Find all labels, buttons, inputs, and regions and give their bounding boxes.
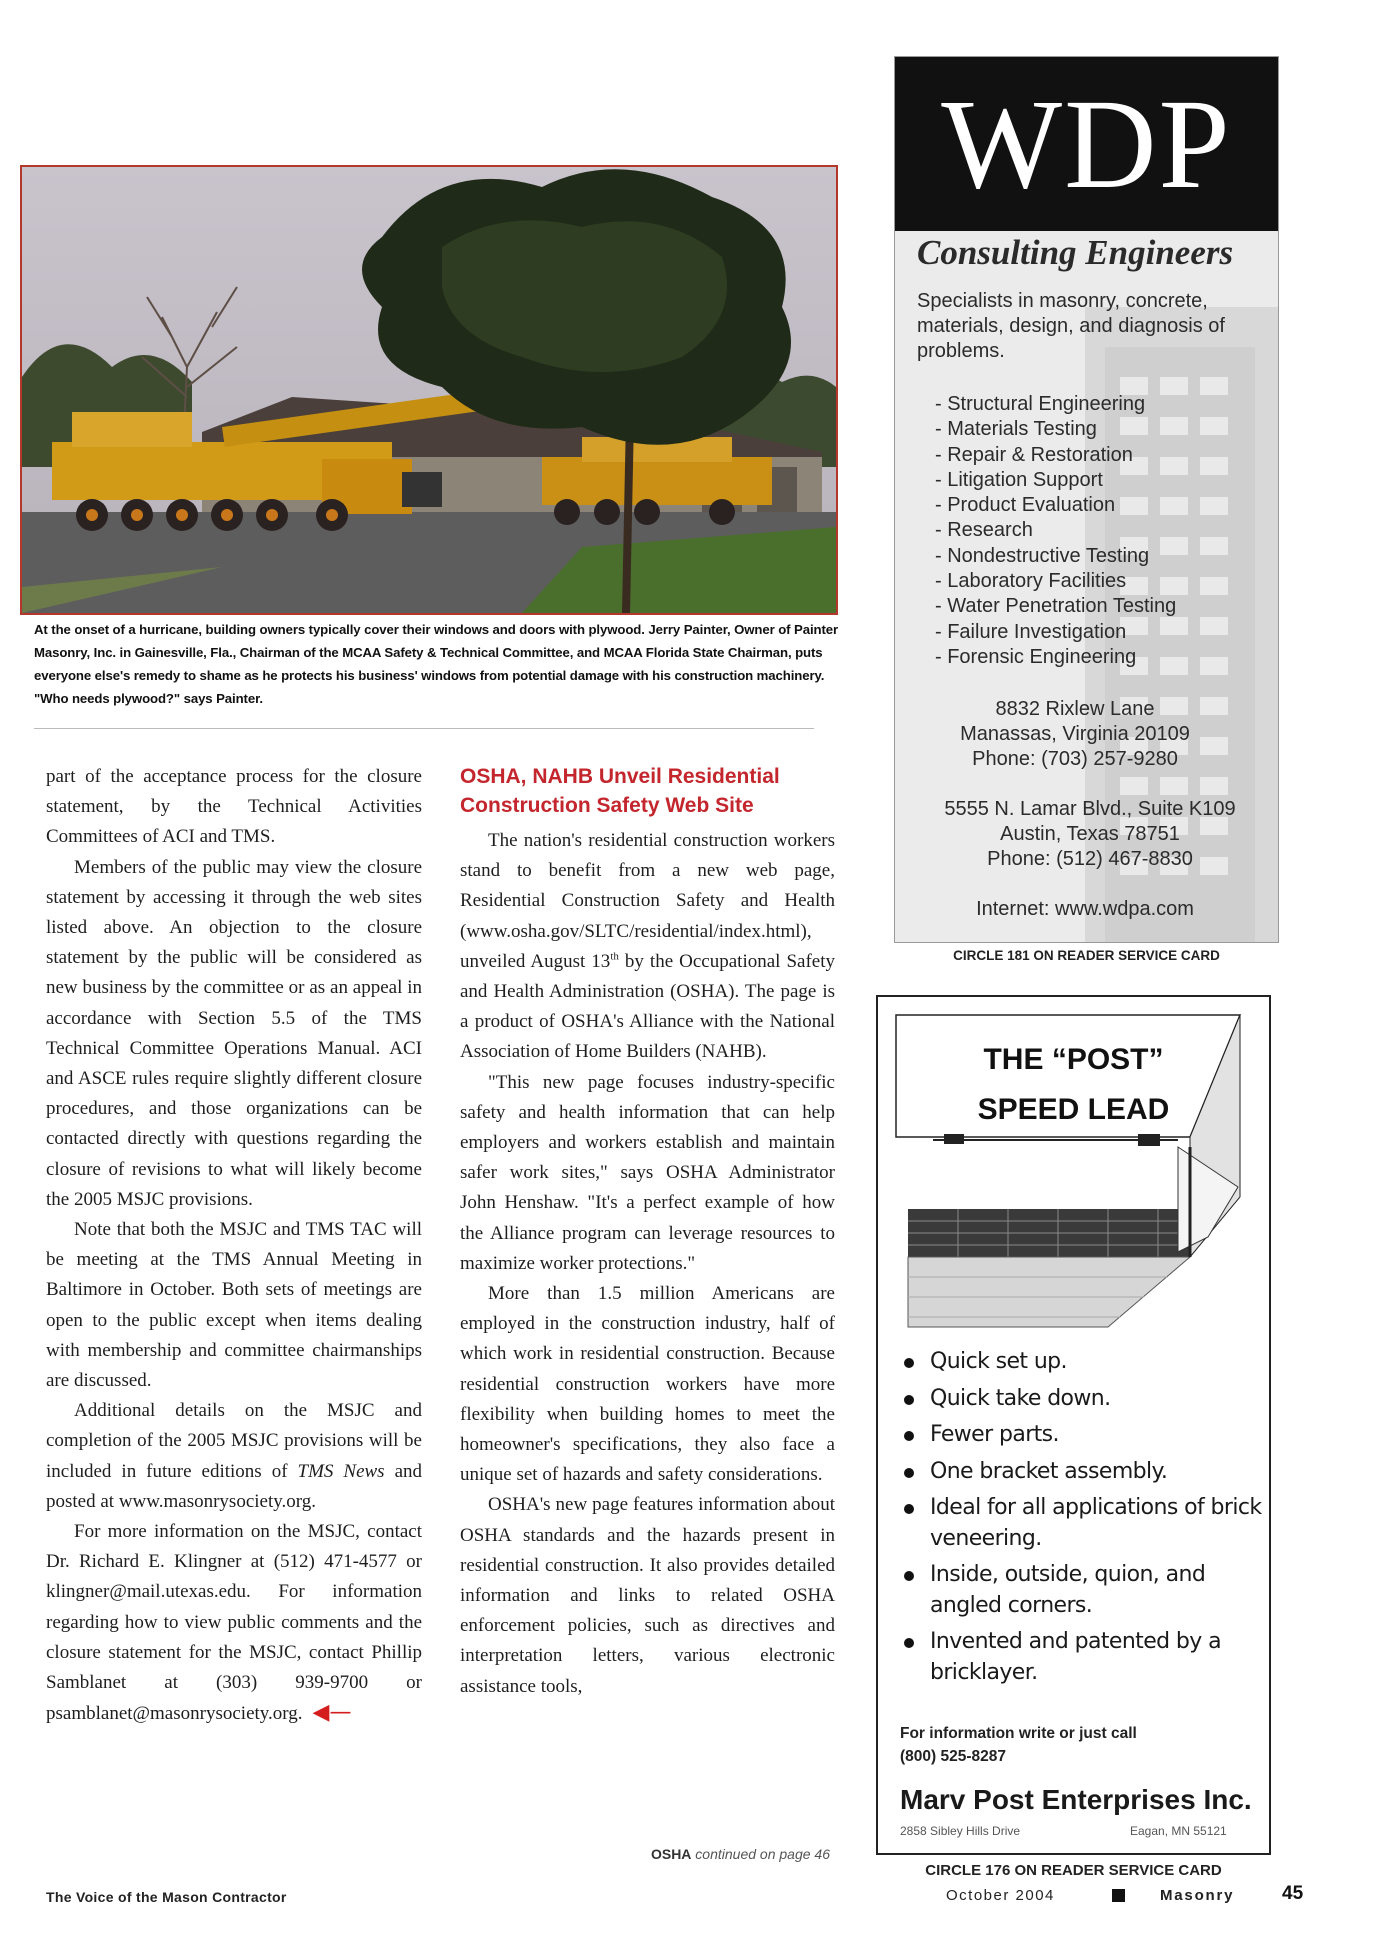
col1-p5-text: For more information on the MSJC, contact Dr. Richard E. Klingner at (512) 471-4577 or klingner@mail.utexas.edu. For information regarding how to view public comments and the closure statement for the MSJC, contact Phillip Samblanet at (303) 939-9700 or psamblanet@masonrysociety.org. xyxy=(46,1521,422,1725)
post-ad-title xyxy=(878,1035,1269,1135)
col1-p4-end: and posted at www.masonrysociety.org. xyxy=(46,1460,423,1512)
feature-item: Quick take down. xyxy=(902,1384,1270,1415)
osha-headline: OSHA, NAHB Unveil Residential Construction Safety Web Site xyxy=(460,765,780,817)
page-number: 45 xyxy=(1282,1883,1304,1904)
feature-item: Fewer parts. xyxy=(902,1420,1270,1451)
contact-line: For information write or just call xyxy=(900,1725,1137,1742)
col2-paragraph-3: More than 1.5 million Americans are employed in the construction industry, half of which work in residential construction. Because residential construction workers have more flexibility when building homes to meet the homeowner's specifications, they also face a unique set of hazards and safety considerations. xyxy=(460,1283,835,1486)
col1-paragraph-5 xyxy=(46,1517,422,1729)
feature-item: Invented and patented by a bricklayer. xyxy=(902,1627,1270,1688)
feature-item: Ideal for all applications of brick veneering. xyxy=(902,1493,1270,1554)
caption-divider xyxy=(34,728,814,729)
wdp-service-item: - Nondestructive Testing xyxy=(935,544,1176,569)
continued-label: OSHA xyxy=(650,1846,692,1862)
footer-square-separator xyxy=(1112,1889,1125,1902)
feature-item: Quick set up. xyxy=(902,1347,1270,1378)
feature-item: One bracket assembly. xyxy=(902,1457,1270,1488)
col2-p1-end: by the Occupational Safety and Health Administration (OSHA). The page is a product of OSHA's Alliance with the National Association of Home Builders (NAHB). xyxy=(460,950,835,1063)
address-line: 5555 N. Lamar Blvd., Suite K109 xyxy=(944,798,1236,820)
wdp-logo: WDP xyxy=(895,57,1278,231)
col1-paragraph-3: Note that both the MSJC and TMS TAC will be meeting at the TMS Annual Meeting in Baltimore in October. Both sets of meetings are open to the public except when items dealing with membership and committee chairmanships are discussed. xyxy=(46,1219,422,1392)
col2-paragraph-4: OSHA's new page features information about OSHA standards and the hazards present in residential construction. It also provides detailed information and links to related OSHA enforcement policies, such as directives and interpretation letters, various electronic assistance tools, xyxy=(460,1494,835,1697)
wdp-manassas-address xyxy=(925,697,1225,772)
wdp-service-item: - Water Penetration Testing xyxy=(935,594,1176,619)
wdp-service-item: - Litigation Support xyxy=(935,468,1176,493)
footer-slogan: The Voice of the Mason Contractor xyxy=(46,1889,287,1905)
col2-paragraph-2: "This new page focuses industry-specific safety and health information that can help employers and workers establish and maintain safer work sites," says OSHA Administrator John Henshaw. "It's a perfect example of how the Alliance program can leverage resources to maximize worker protections." xyxy=(460,1071,835,1274)
continued-page: continued on page 46 xyxy=(691,1846,830,1862)
col1-paragraph-2: Members of the public may view the closure statement by accessing it through the web sites listed above. An objection to the closure statement by the public will be considered as new business by the committee or as an appeal in accordance with Section 5.5 of the TMS Technical Committee Operations Manual. ACI and ASCE rules require slightly different closure procedures, and those organizations can be contacted directly with questions regarding the closure of revisions to what will likely become the 2005 MSJC provisions. xyxy=(46,856,422,1210)
address-line: Manassas, Virginia 20109 xyxy=(960,723,1190,745)
feature-item: Inside, outside, quion, and angled corners. xyxy=(902,1560,1270,1621)
end-of-article-arrow-icon: ◀— xyxy=(312,1700,352,1726)
wdp-service-item: - Structural Engineering xyxy=(935,392,1176,417)
wdp-service-item: - Research xyxy=(935,518,1176,543)
wdp-service-item: - Materials Testing xyxy=(935,417,1176,442)
col2-paragraph-1 xyxy=(460,826,835,1068)
wdp-advertisement xyxy=(894,56,1279,943)
article-column-2 xyxy=(460,762,835,1702)
post-company-name: Marv Post Enterprises Inc. xyxy=(900,1784,1252,1815)
wdp-austin-address xyxy=(905,797,1275,872)
phone-line: Phone: (703) 257-9280 xyxy=(972,748,1178,770)
wdp-tagline: Consulting Engineers xyxy=(917,233,1234,272)
wdp-service-item: - Failure Investigation xyxy=(935,620,1176,645)
post-title-line-1: THE “POST” xyxy=(983,1043,1164,1076)
wdp-service-item: - Repair & Restoration xyxy=(935,443,1176,468)
wdp-intro: Specialists in masonry, concrete, materials, design, and diagnosis of problems. xyxy=(917,290,1225,362)
col2-p1-text: The nation's residential construction workers stand to benefit from a new web page, Residential Construction Safety and Health (www.osha.gov/SLTC/residential/index.html), unveiled August 13 xyxy=(460,830,835,972)
photo-caption: At the onset of a hurricane, building owners typically cover their windows and doors with plywood. Jerry Painter, Owner of Painter Masonry, Inc. in Gainesville, Fla., Chairman of the MCAA Safety & Technical Committee, and MCAA Florida State Chairman, puts everyone else's remedy to shame as he protects his business' windows from potential damage with his construction machinery. "Who needs plywood?" says Painter. xyxy=(34,622,839,706)
post-contact-info xyxy=(900,1722,1137,1768)
article-column-1 xyxy=(46,762,422,1730)
wdp-services-list xyxy=(935,392,1176,670)
wdp-service-item: - Forensic Engineering xyxy=(935,645,1176,670)
continued-notice xyxy=(560,1846,830,1862)
post-title-line-2: SPEED LEAD xyxy=(977,1093,1170,1126)
wdp-service-item: - Product Evaluation xyxy=(935,493,1176,518)
col1-paragraph-1: part of the acceptance process for the closure statement, by the Technical Activities Committees of ACI and TMS. xyxy=(46,766,422,848)
wdp-reader-service-note: CIRCLE 181 ON READER SERVICE CARD xyxy=(953,948,1220,963)
col2-p1-sup: th xyxy=(610,950,619,963)
post-speed-lead-advertisement xyxy=(876,995,1271,1855)
tms-news-title: TMS News xyxy=(297,1460,385,1482)
hurricane-photo xyxy=(20,165,838,615)
contact-phone: (800) 525-8287 xyxy=(900,1748,1006,1765)
col1-paragraph-4 xyxy=(46,1396,422,1517)
photo-illustration xyxy=(22,167,836,613)
address-line: Austin, Texas 78751 xyxy=(1000,823,1180,845)
wdp-service-item: - Laboratory Facilities xyxy=(935,569,1176,594)
post-street-address: 2858 Sibley Hills Drive xyxy=(900,1824,1021,1838)
footer-issue-date: October 2004 xyxy=(946,1887,1055,1904)
phone-line: Phone: (512) 467-8830 xyxy=(987,848,1193,870)
post-city-address: Eagan, MN 55121 xyxy=(1130,1824,1227,1838)
footer-magazine-name: Masonry xyxy=(1160,1887,1235,1904)
col1-p4-text: Additional details on the MSJC and completion of the 2005 MSJC provisions will be included in future editions of xyxy=(46,1400,422,1482)
wdp-website: Internet: www.wdpa.com xyxy=(976,898,1194,920)
post-reader-service-note: CIRCLE 176 ON READER SERVICE CARD xyxy=(925,1862,1222,1879)
post-feature-list xyxy=(902,1347,1270,1694)
address-line: 8832 Rixlew Lane xyxy=(995,698,1155,720)
